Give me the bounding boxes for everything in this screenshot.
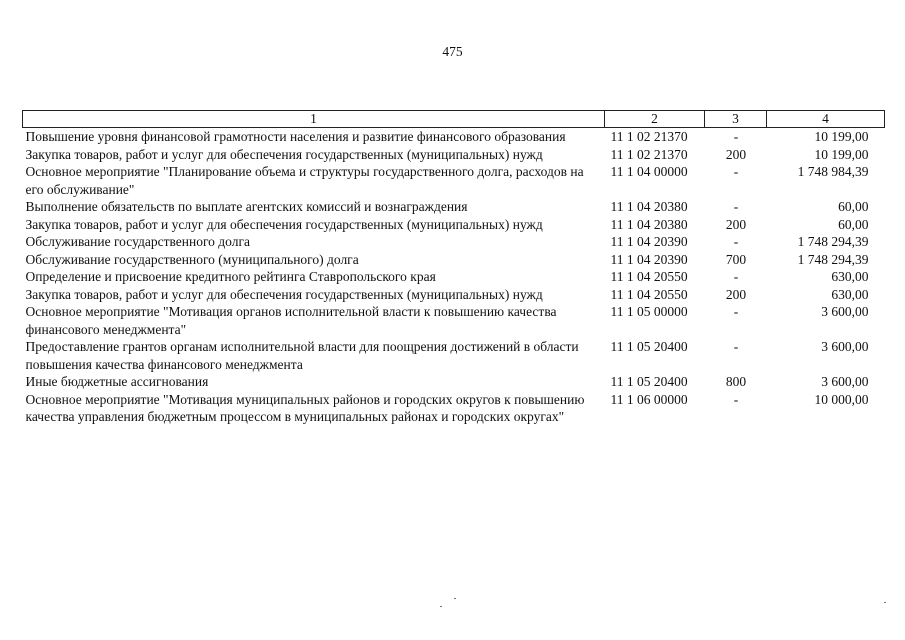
row-name: Повышение уровня финансовой грамотности населения и развитие финансового образования (25, 129, 566, 144)
row-sum: 1 748 984,39 (797, 164, 869, 179)
row-vr: - (733, 339, 739, 354)
row-vr: 200 (725, 286, 747, 302)
row-sum: 630,00 (831, 269, 869, 284)
row-code: 11 1 04 00000 (610, 164, 688, 179)
header-col-4: 4 (767, 111, 885, 128)
table-row (23, 198, 885, 216)
row-name: Выполнение обязательств по выплате агентских комиссий и вознаграждения (25, 199, 468, 214)
row-code: 11 1 04 20390 (610, 234, 688, 249)
row-vr: - (733, 304, 739, 319)
row-sum: 3 600,00 (821, 339, 869, 354)
row-sum: 630,00 (831, 286, 869, 302)
table-row (23, 391, 885, 426)
row-sum: 1 748 294,39 (797, 234, 869, 249)
row-code: 11 1 05 20400 (610, 339, 688, 354)
row-name: Основное мероприятие "Мотивация органов исполнительной власти к повышению качества финансового менеджмента" (25, 304, 557, 337)
budget-table (22, 110, 885, 426)
scan-speck (454, 598, 456, 599)
header-col-1: 1 (23, 111, 605, 128)
table-row (23, 216, 885, 234)
row-name: Основное мероприятие "Мотивация муниципальных районов и городских округов к повышению качества управления бюджетным процессом в муниципальных районах и городских округах" (25, 391, 585, 424)
table-body (23, 128, 885, 426)
row-code: 11 1 06 00000 (610, 391, 688, 407)
row-code: 11 1 05 00000 (610, 304, 688, 319)
row-name: Обслуживание государственного (муниципального) долга (25, 251, 359, 267)
row-sum: 10 199,00 (814, 129, 869, 144)
row-sum: 3 600,00 (821, 374, 869, 389)
row-vr: 200 (725, 216, 747, 232)
table-header (23, 111, 885, 128)
row-vr: - (733, 234, 739, 249)
row-vr: - (733, 164, 739, 179)
row-vr: 200 (725, 146, 747, 162)
row-code: 11 1 04 20550 (610, 286, 688, 302)
header-row (23, 111, 885, 128)
table-row (23, 338, 885, 373)
table-row (23, 146, 885, 164)
table-row (23, 303, 885, 338)
row-vr: - (733, 391, 739, 407)
row-sum: 10 000,00 (814, 391, 869, 407)
table-row (23, 286, 885, 304)
row-name: Закупка товаров, работ и услуг для обеспечения государственных (муниципальных) нужд (25, 146, 543, 162)
row-vr: - (733, 269, 739, 284)
row-code: 11 1 04 20380 (610, 199, 688, 214)
header-col-2: 2 (605, 111, 705, 128)
row-sum: 10 199,00 (814, 146, 869, 162)
table-row (23, 251, 885, 269)
row-code: 11 1 04 20380 (610, 216, 688, 232)
row-code: 11 1 02 21370 (610, 129, 688, 144)
table-row (23, 268, 885, 286)
row-vr: 700 (725, 251, 747, 267)
row-vr: - (733, 129, 739, 144)
row-sum: 60,00 (838, 216, 869, 232)
row-sum: 1 748 294,39 (797, 251, 869, 267)
row-name: Закупка товаров, работ и услуг для обеспечения государственных (муниципальных) нужд (25, 286, 543, 302)
table-row (23, 233, 885, 251)
row-name: Иные бюджетные ассигнования (25, 374, 209, 389)
header-col-3: 3 (705, 111, 767, 128)
row-sum: 60,00 (838, 199, 869, 214)
row-code: 11 1 04 20390 (610, 251, 688, 267)
row-name: Обслуживание государственного долга (25, 234, 250, 249)
row-name: Закупка товаров, работ и услуг для обеспечения государственных (муниципальных) нужд (25, 216, 543, 232)
row-code: 11 1 02 21370 (610, 146, 688, 162)
row-vr: - (733, 199, 739, 214)
row-name: Определение и присвоение кредитного рейтинга Ставропольского края (25, 269, 436, 284)
page-number: 475 (442, 44, 463, 59)
row-sum: 3 600,00 (821, 304, 869, 319)
scan-speck (884, 602, 886, 603)
table-row (23, 163, 885, 198)
row-name: Предоставление грантов органам исполнительной власти для поощрения достижений в области повышения качества финансового менеджмента (25, 339, 579, 372)
row-code: 11 1 05 20400 (610, 374, 688, 389)
table-row (23, 373, 885, 391)
table-row (23, 128, 885, 146)
row-vr: 800 (725, 374, 747, 389)
scan-speck (440, 606, 442, 607)
row-code: 11 1 04 20550 (610, 269, 688, 284)
row-name: Основное мероприятие "Планирование объема и структуры государственного долга, расходов на его обслуживание" (25, 164, 584, 197)
